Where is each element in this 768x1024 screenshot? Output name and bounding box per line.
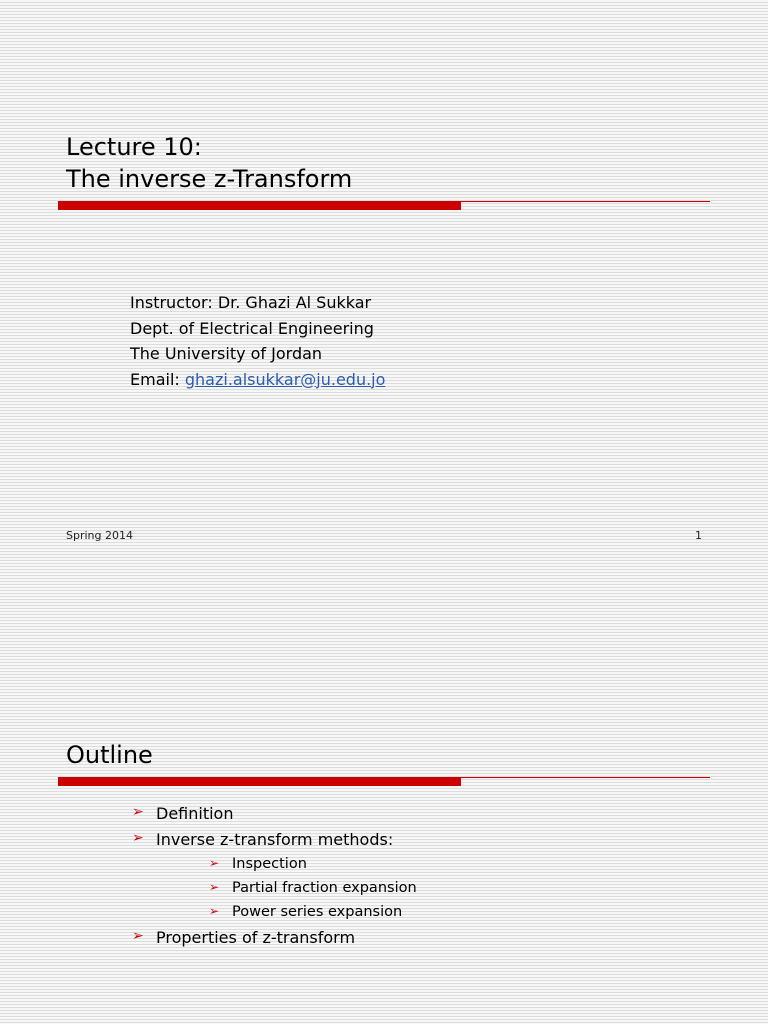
arrow-bullet-icon: ➢ [209, 880, 220, 894]
arrow-bullet-icon: ➢ [209, 904, 220, 918]
underline-thick-bar [58, 201, 461, 210]
underline-thin-line [461, 777, 710, 778]
list-item-label: Inspection [232, 856, 307, 872]
slide-title [66, 131, 352, 195]
footer-date: Spring 2014 [66, 529, 133, 542]
title-line-2: The inverse z-Transform [66, 165, 353, 193]
arrow-bullet-icon: ➢ [209, 856, 220, 870]
arrow-bullet-icon: ➢ [132, 830, 144, 846]
list-item-label: Inverse z-transform methods: [156, 830, 394, 849]
arrow-bullet-icon: ➢ [132, 804, 144, 820]
instructor-name: Instructor: Dr. Ghazi Al Sukkar [130, 293, 372, 312]
title-line-1: Lecture 10: [66, 133, 202, 161]
outline-slide [0, 512, 768, 1024]
university-name: The University of Jordan [130, 344, 323, 363]
instructor-info [130, 290, 385, 392]
underline-thick-bar [58, 777, 461, 786]
list-item-label: Power series expansion [232, 904, 403, 920]
email-link[interactable]: ghazi.alsukkar@ju.edu.jo [184, 369, 386, 389]
title-underline [58, 200, 710, 210]
slide-title: Outline [66, 741, 153, 769]
department-name: Dept. of Electrical Engineering [130, 318, 374, 338]
underline-thin-line [461, 201, 710, 202]
email-row [130, 367, 385, 393]
title-underline [58, 776, 710, 786]
list-item-label: Properties of z-transform [156, 928, 356, 947]
list-item-label: Partial fraction expansion [232, 880, 417, 896]
email-label: Email: [130, 369, 185, 389]
arrow-bullet-icon: ➢ [132, 928, 144, 944]
list-item-label: Definition [156, 804, 234, 823]
slide-number: 1 [695, 529, 702, 542]
